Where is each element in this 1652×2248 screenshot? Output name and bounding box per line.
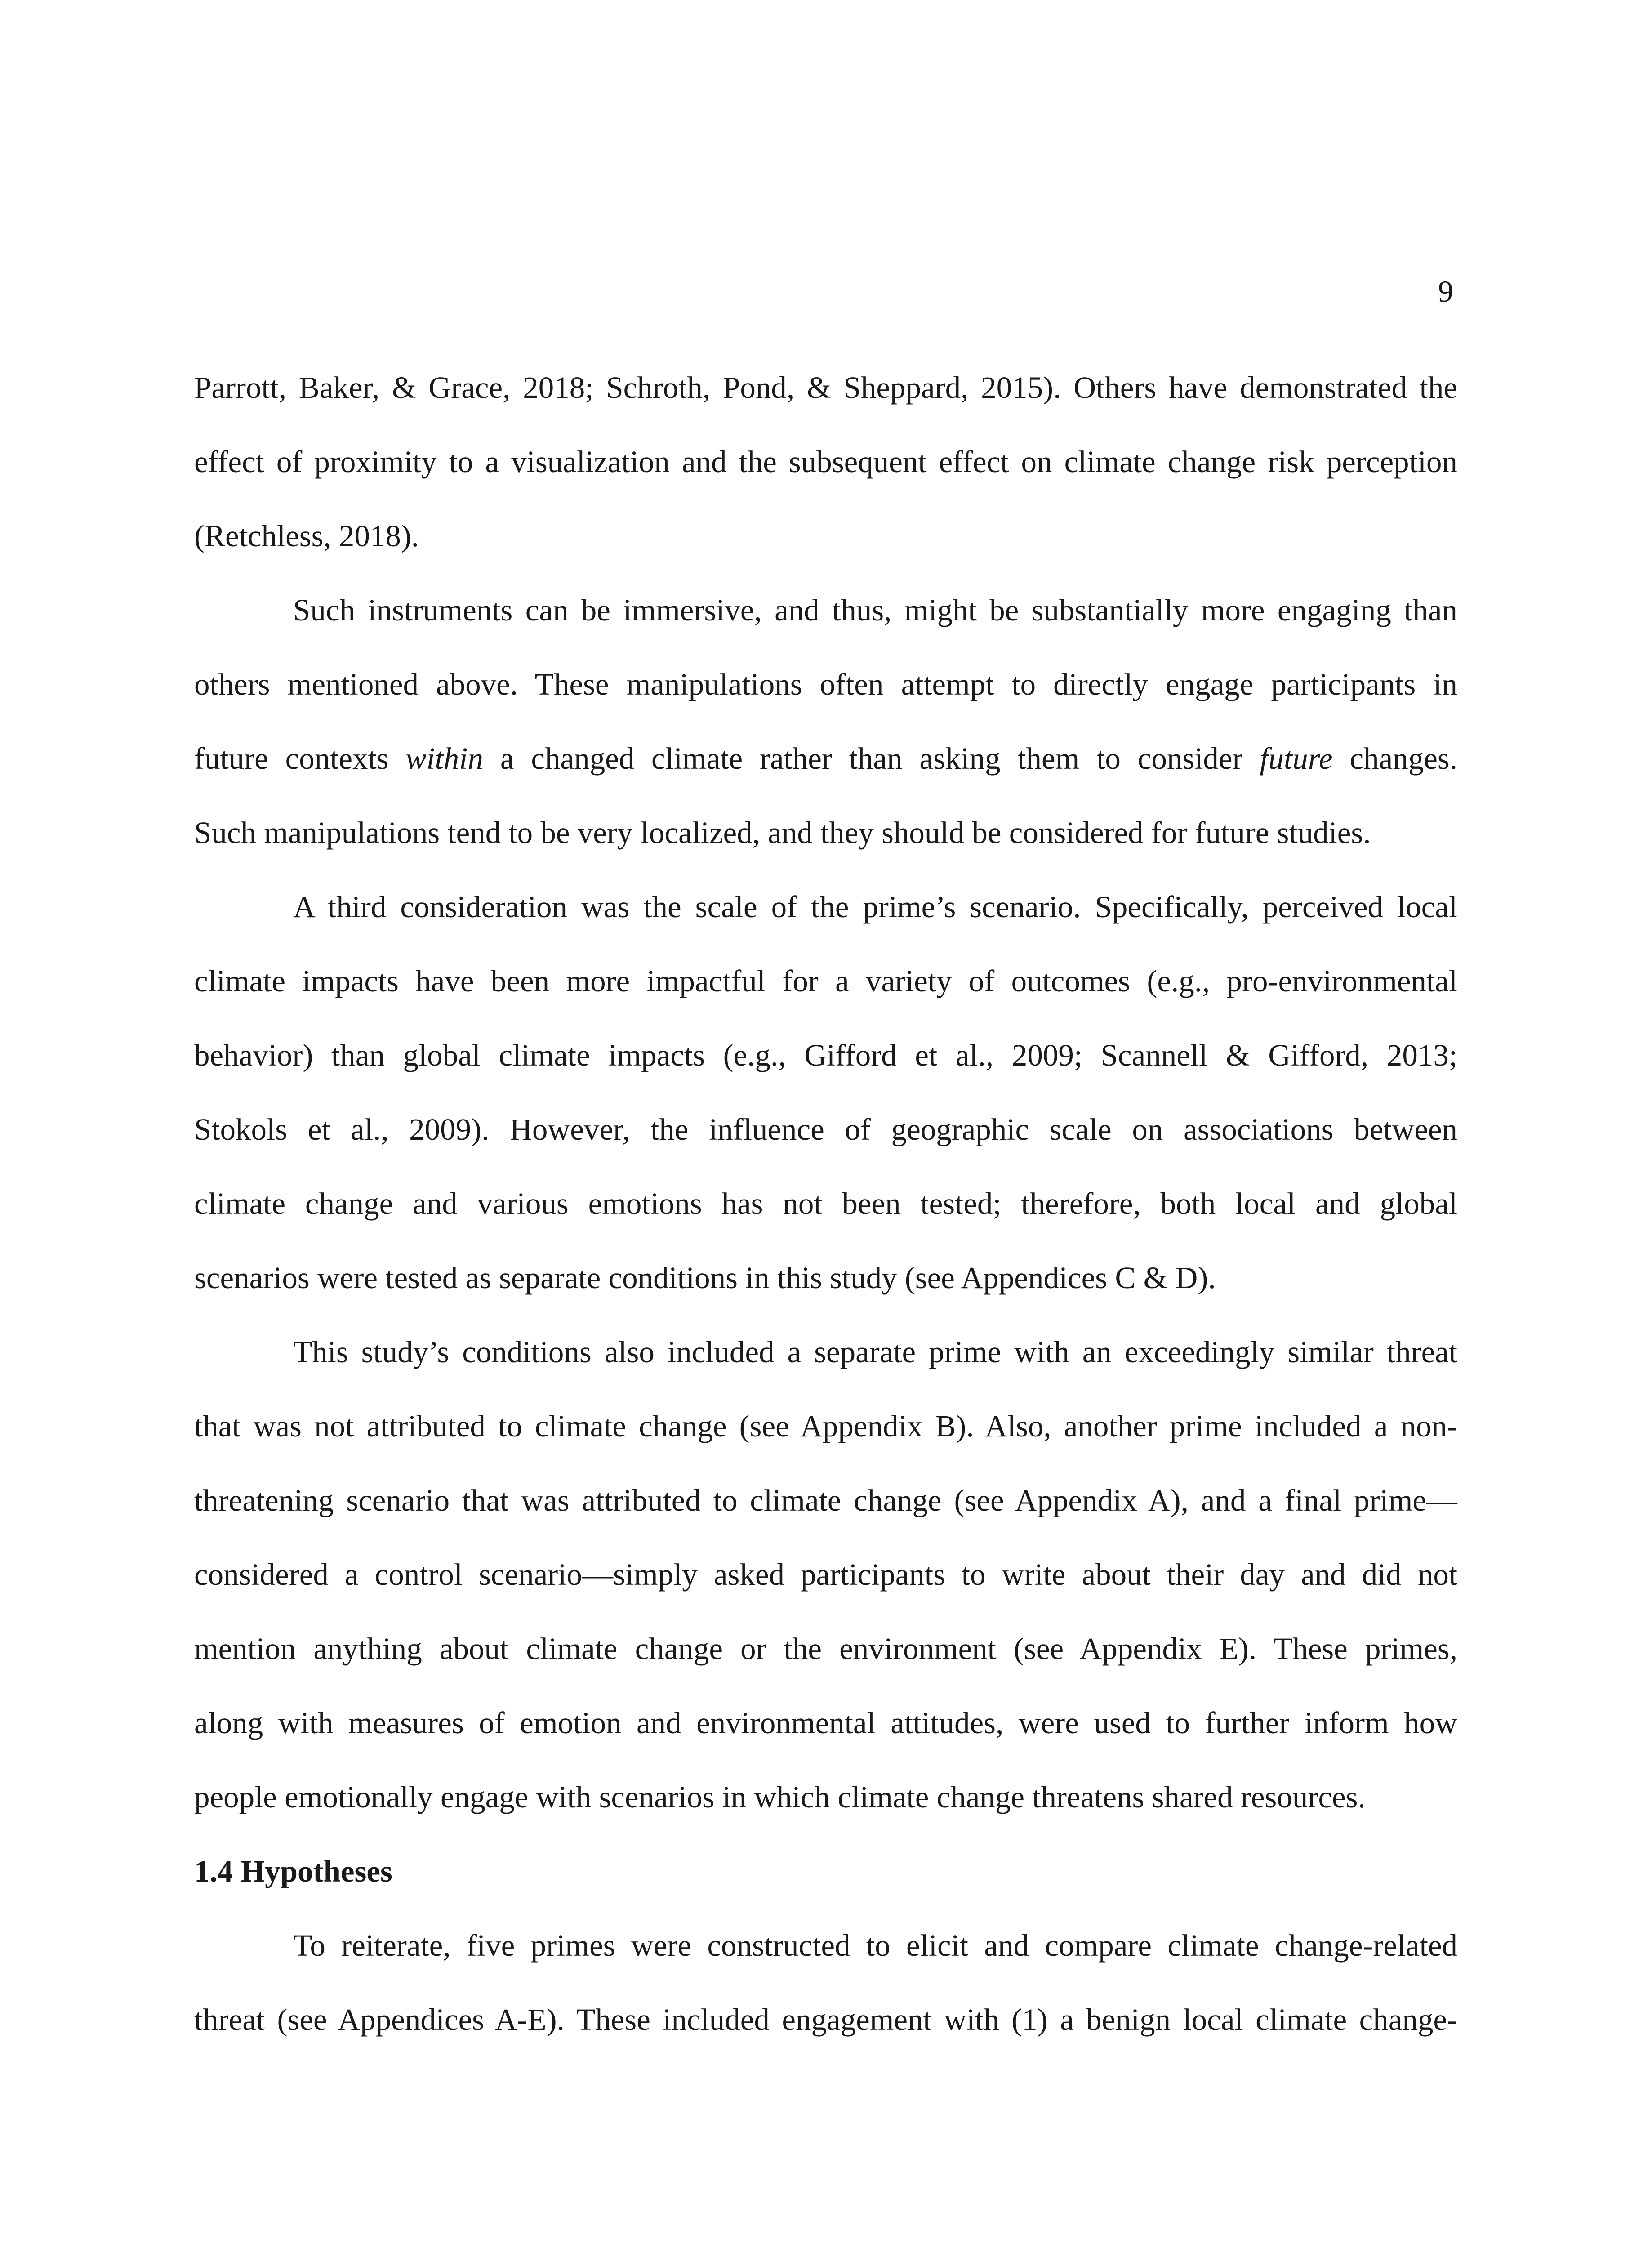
italic-future: future: [1260, 741, 1333, 776]
text-line: scenarios were tested as separate conditions in this study (see Appendices C & D).: [194, 1261, 1216, 1295]
text-line: Stokols et al., 2009). However, the influence of geographic scale on associations between: [194, 1112, 1457, 1146]
text-line: threat (see Appendices A-E). These included engagement with (1) a benign local climate change-: [194, 2003, 1457, 2037]
paragraph-start-line: A third consideration was the scale of the prime’s scenario. Specifically, perceived local: [293, 890, 1457, 924]
paragraph-start-line: This study’s conditions also included a separate prime with an exceedingly similar threat: [293, 1335, 1457, 1369]
text-line: behavior) than global climate impacts (e.g., Gifford et al., 2009; Scannell & Gifford, 2013;: [194, 1038, 1457, 1072]
text-line: threatening scenario that was attributed to climate change (see Appendix A), and a final prime—: [194, 1483, 1457, 1517]
text-line: that was not attributed to climate change (see Appendix B). Also, another prime included a non-: [194, 1409, 1457, 1443]
text-line: future contexts within a changed climate rather than asking them to consider future changes.: [194, 741, 1457, 776]
text-line: climate impacts have been more impactful for a variety of outcomes (e.g., pro-environmental: [194, 964, 1457, 998]
text-line: considered a control scenario—simply asked participants to write about their day and did not: [194, 1557, 1457, 1592]
text-line: along with measures of emotion and environmental attitudes, were used to further inform how: [194, 1706, 1457, 1740]
italic-within: within: [405, 741, 483, 776]
text-line: effect of proximity to a visualization and the subsequent effect on climate change risk perception: [194, 445, 1457, 479]
text-line: people emotionally engage with scenarios in which climate change threatens shared resources.: [194, 1780, 1366, 1814]
page-number: 9: [1438, 274, 1453, 308]
text-line: climate change and various emotions has not been tested; therefore, both local and global: [194, 1186, 1457, 1221]
section-heading: 1.4 Hypotheses: [194, 1854, 392, 1888]
text-line: Such manipulations tend to be very localized, and they should be considered for future studies.: [194, 816, 1371, 850]
text-line: others mentioned above. These manipulations often attempt to directly engage participants in: [194, 667, 1457, 701]
paragraph-start-line: To reiterate, five primes were constructed to elicit and compare climate change-related: [293, 1928, 1457, 1963]
paragraph-start-line: Such instruments can be immersive, and thus, might be substantially more engaging than: [293, 593, 1457, 627]
text-line: (Retchless, 2018).: [194, 519, 419, 553]
body-text: [194, 365, 1457, 2071]
text-line: Parrott, Baker, & Grace, 2018; Schroth, Pond, & Sheppard, 2015). Others have demonstrated the: [194, 370, 1457, 405]
text-line: mention anything about climate change or the environment (see Appendix E). These primes,: [194, 1632, 1457, 1666]
